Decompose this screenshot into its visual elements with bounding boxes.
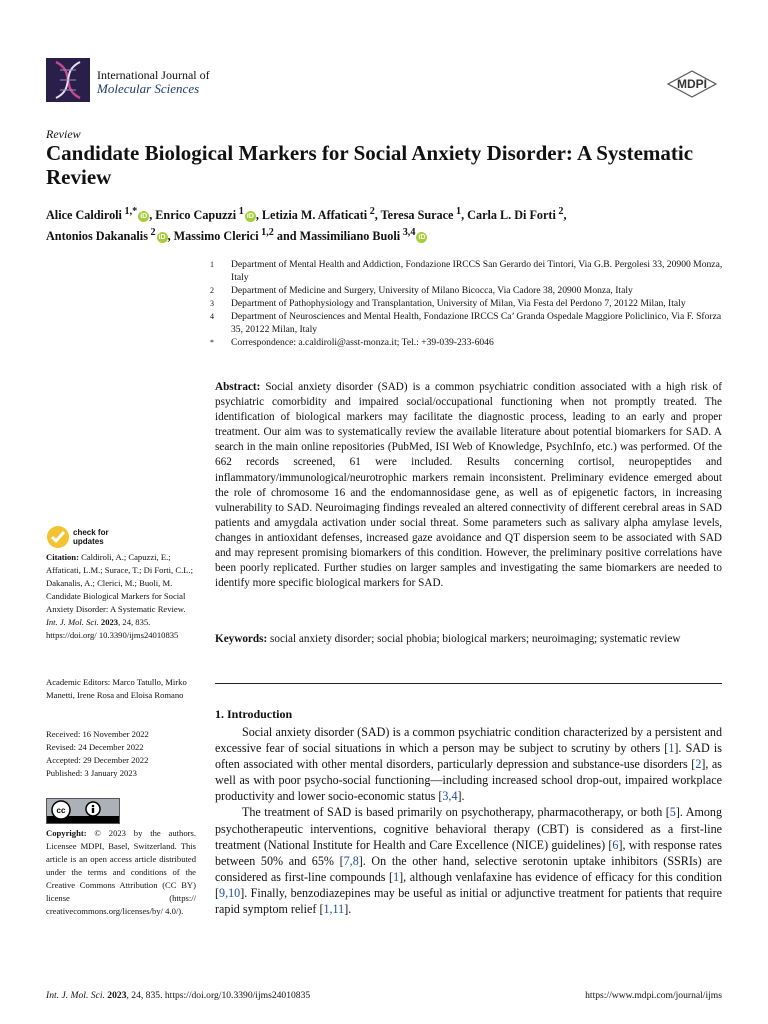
reference-link[interactable]: 6 bbox=[612, 837, 619, 852]
author-affil-sup: 2 bbox=[367, 206, 375, 217]
reference-link[interactable]: 5 bbox=[669, 805, 676, 820]
check-for-updates[interactable]: check for updates bbox=[46, 525, 109, 549]
author-name: Massimo Clerici bbox=[173, 229, 259, 244]
affiliation-number: 3 bbox=[210, 299, 214, 308]
divider bbox=[215, 683, 722, 684]
page-footer bbox=[46, 990, 722, 1001]
author-name: Alice Caldiroli bbox=[46, 208, 122, 223]
reference-link[interactable]: 1 bbox=[393, 869, 400, 884]
author-affil-sup: 1 bbox=[236, 206, 244, 217]
author-affil-sup: 2 bbox=[555, 206, 564, 217]
reference-link[interactable]: 1 bbox=[668, 741, 675, 756]
affiliation-text: Department of Pathophysiology and Transplantation, University of Milan, Via Festa del Perdono 7, 20122 Milan, Italy bbox=[231, 298, 686, 309]
page-title: Candidate Biological Markers for Social Anxiety Disorder: A Systematic Review bbox=[46, 141, 694, 189]
reference-link[interactable]: 3,4 bbox=[442, 789, 458, 804]
keywords: Keywords: social anxiety disorder; social phobia; biological markers; neuroimaging; systematic review bbox=[215, 633, 681, 645]
journal-name: International Journal of Molecular Sciences bbox=[97, 68, 210, 96]
reference-link[interactable]: 1,11 bbox=[323, 902, 345, 917]
affiliation-text: Department of Mental Health and Addiction, Fondazione IRCCS San Gerardo dei Tintori, Via G.B. Pergolesi 33, 20900 Monza, Italy bbox=[231, 259, 723, 283]
affiliation-text: Department of Medicine and Surgery, University of Milano Bicocca, Via Cadore 38, 20900 Monza, Italy bbox=[231, 285, 633, 296]
history-dates: Received: 16 November 2022 Revised: 24 December 2022 Accepted: 29 December 2022 Published: 3 January 2023 bbox=[46, 729, 149, 778]
reference-link[interactable]: 2 bbox=[695, 757, 702, 772]
svg-text:cc: cc bbox=[56, 806, 66, 815]
orcid-icon[interactable]: iD bbox=[418, 233, 426, 241]
orcid-icon[interactable]: iD bbox=[140, 212, 148, 220]
author-affil-sup: 1 bbox=[453, 206, 462, 217]
footer-citation: Int. J. Mol. Sci. 2023, 24, 835. https://doi.org/10.3390/ijms24010835 bbox=[46, 990, 311, 1001]
affiliation-item bbox=[210, 336, 730, 349]
footer-url[interactable]: https://www.mdpi.com/journal/ijms bbox=[585, 990, 722, 1001]
section-heading: 1. Introduction bbox=[215, 707, 293, 721]
academic-editors: Academic Editors: Marco Tatullo, Mirko Manetti, Irene Rosa and Eloisa Romano bbox=[46, 677, 187, 700]
affiliations bbox=[210, 258, 730, 349]
author-list: Alice Caldiroli $^{1,*}$ iD , Enrico Capuzzi $^1$ iD , Letizia M. Affaticati $^2$, Teresa Surace $^1$, Carla L. Di Forti $^2$, Antonios Dakanalis $^2$ iD , Massimo Clerici $^{1,2}$ and Massimiliano Buoli $^{3,4}$ iD bbox=[46, 206, 567, 244]
affiliation-item bbox=[210, 284, 730, 297]
section-body bbox=[215, 724, 722, 917]
cc-by-license-icon[interactable] bbox=[46, 798, 120, 824]
author-name: Enrico Capuzzi bbox=[155, 208, 237, 223]
author-name: Letizia M. Affaticati bbox=[261, 208, 368, 223]
copyright: Copyright: © 2023 by the authors. Licensee MDPI, Basel, Switzerland. This article is an open access article distributed under the terms and conditions of the Creative Commons Attribution (CC BY) license (https:// creativecommons.org/licenses/by/ 4.0/). bbox=[46, 828, 196, 916]
author-name: Antonios Dakanalis bbox=[46, 229, 148, 244]
paragraph: Social anxiety disorder (SAD) is a common psychiatric condition characterized by a persistent and excessive fear of social situations in which a person may be subject to scrutiny by others [1]. SAD is often associated with other mental disorders, particularly depression and substance-use disorders [2], as well as with poor psycho-social functioning—including increased school drop-out, impaired workplace productivity and lower socio-economic status [3,4]. bbox=[215, 725, 723, 804]
paragraph: The treatment of SAD is based primarily on psychotherapy, pharmacotherapy, or both [5]. Among psychotherapeutic interventions, cognitive behavioral therapy (CBT) is considered as a first-line treatment (National Institute for Health and Care Excellence (NICE) guidelines) [6], with response rates between 50% and 65% [7,8]. On the other hand, selective serotonin uptake inhibitors (SSRIs) are considered as first-line compounds [1], although venlafaxine has evidence of efficacy for this condition [9,10]. Finally, benzodiazepines may be useful as initial or adjunctive treatment for patients that require rapid symptom relief [1,11]. bbox=[215, 805, 722, 917]
reference-link[interactable]: 9,10 bbox=[219, 885, 241, 900]
author-affil-sup: 1,* bbox=[121, 206, 138, 217]
orcid-icon[interactable]: iD bbox=[246, 212, 254, 220]
affiliation-item bbox=[210, 258, 730, 284]
journal-logo bbox=[46, 58, 90, 107]
citation: Citation: Caldiroli, A.; Capuzzi, E.; Affaticati, L.M.; Surace, T.; Di Forti, C.L.; Dakanalis, A.; Clerici, M.; Buoli, M. Candidate Biological Markers for Social Anxiety Disorder: A Systematic Review. Int. J. Mol. Sci. 2023, 24, 835. https://doi.org/ 10.3390/ijms24010835 bbox=[46, 552, 194, 640]
affiliation-item bbox=[210, 310, 730, 336]
affiliation-number: 2 bbox=[210, 286, 214, 295]
author-affil-sup: 1,2 bbox=[258, 227, 274, 239]
affiliation-number: 1 bbox=[210, 260, 214, 269]
check-updates-icon bbox=[46, 525, 70, 549]
orcid-icon[interactable]: iD bbox=[158, 233, 166, 241]
affiliation-number: * bbox=[210, 338, 214, 347]
mdpi-logo bbox=[666, 70, 718, 103]
author-name: Massimiliano Buoli bbox=[299, 229, 401, 244]
article-type: Review bbox=[46, 127, 81, 141]
author-name: Carla L. Di Forti bbox=[467, 208, 556, 223]
abstract: Abstract: Social anxiety disorder (SAD) is a common psychiatric condition associated with a high risk of psychiatric comorbidity and impaired social/occupational functioning when not promptly treated. The identification of biological markers may facilitate the diagnostic process, leading to an early and proper treatment. Our aim was to systematically review the available literature about potential biomarkers for SAD. A search in the main online repositories (PubMed, ISI Web of Knowledge, PsychInfo, etc.) was performed. Of the 662 records screened, 61 were included. Results concerning cortisol, neuropeptides and inflammatory/immunological/neurotrophic markers remain inconsistent. Preliminary evidence emerged about the role of chromosome 16 and the endomannosidase gene, as well as of epigenetic factors, in increasing vulnerability to SAD. Neuroimaging findings revealed an altered connectivity of different cerebral areas in SAD patients and amygdala activation under social threat. Some parameters such as salivary alpha amylase levels, changes in antioxidant defenses, increased gaze avoidance and QT dispersion seem to be associated with SAD and may represent promising biomarkers of this condition. However, the preliminary positive correlations have been poorly replicated. Further studies on larger samples and investigating the same biomarkers are needed to identify more specific biological markers for SAD. bbox=[215, 381, 722, 590]
author-name: Teresa Surace bbox=[380, 208, 454, 223]
author-affil-sup: 3,4 bbox=[400, 227, 416, 239]
affiliation-item bbox=[210, 297, 730, 310]
reference-link[interactable]: 7,8 bbox=[343, 853, 359, 868]
svg-text:MDPI: MDPI bbox=[677, 77, 707, 91]
author-affil-sup: 2 bbox=[147, 227, 156, 239]
affiliation-text: Correspondence: a.caldiroli@asst-monza.it; Tel.: +39-039-233-6046 bbox=[231, 337, 494, 348]
affiliation-text: Department of Neurosciences and Mental Health, Fondazione IRCCS Ca’ Granda Ospedale Maggiore Policlinico, Via F. Sforza 35, 20122 Milan, Italy bbox=[231, 311, 722, 335]
affiliation-number: 4 bbox=[210, 312, 214, 321]
